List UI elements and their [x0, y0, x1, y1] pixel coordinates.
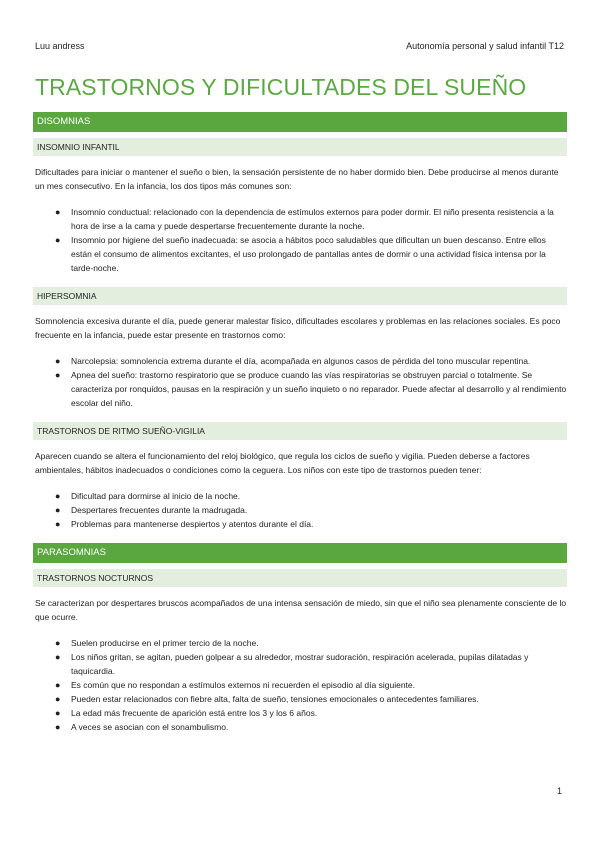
bullet-icon: ● — [55, 370, 61, 380]
list-item — [33, 205, 567, 233]
list-item — [33, 692, 567, 706]
subsection-heading-ritmo: TRASTORNOS DE RITMO SUEÑO-VIGILIA — [33, 422, 567, 440]
list-item — [33, 233, 567, 275]
bullet-list-nocturnos — [33, 636, 567, 734]
bullet-icon: ● — [55, 505, 61, 515]
list-item-text: Pueden estar relacionados con fiebre alta, falta de sueño, tensiones emocionales o antecedentes familiares. — [71, 694, 479, 704]
bullet-icon: ● — [55, 519, 61, 529]
paragraph-insomnio: Dificultades para iniciar o mantener el sueño o bien, la sensación persistente de no haber dormido bien. Debe producirse al menos durante un mes consecutivo. En la infancia, los dos tipos más comunes son: — [35, 167, 559, 191]
header-course: Autonomía personal y salud infantil T12 — [406, 41, 564, 51]
bullet-icon: ● — [55, 207, 61, 217]
list-item — [33, 517, 567, 531]
list-item-text: Despertares frecuentes durante la madrugada. — [71, 505, 248, 515]
bullet-icon: ● — [55, 722, 61, 732]
bullet-icon: ● — [55, 652, 61, 662]
bullet-icon: ● — [55, 708, 61, 718]
list-item — [33, 650, 567, 678]
list-item-text: Insomnio conductual: relacionado con la dependencia de estímulos externos para poder dormir. El niño presenta resistencia a la hora de irse a la cama y puede despertarse frecuentemente durante la noche. — [71, 207, 554, 231]
list-item-text: Insomnio por higiene del sueño inadecuada: se asocia a hábitos poco saludables que dificultan un buen descanso. Entre ellos están el consumo de alimentos excitantes, el uso prolongado de pantallas antes de dormir o una actividad física intensa por la tarde-noche. — [71, 235, 546, 273]
list-item — [33, 678, 567, 692]
bullet-icon: ● — [55, 235, 61, 245]
subsection-heading-hipersomnia: HIPERSOMNIA — [33, 287, 567, 305]
list-item-text: Los niños gritan, se agitan, pueden golpear a su alrededor, mostrar sudoración, respiración acelerada, pupilas dilatadas y taquicardia. — [71, 652, 529, 676]
page-number: 1 — [556, 786, 562, 796]
header-author: Luu andress — [35, 41, 85, 51]
bullet-list-hipersomnia — [33, 354, 567, 410]
list-item — [33, 720, 567, 734]
list-item — [33, 489, 567, 503]
list-item-text: A veces se asocian con el sonambulismo. — [71, 722, 229, 732]
list-item-text: Apnea del sueño: trastorno respiratorio que se produce cuando las vías respiratorias se obstruyen parcial o totalmente. Se caracteriza por ronquidos, pausas en la respiración y un sueño inquieto o no reparador. Puede afectar al desarrollo y al rendimiento escolar del niño. — [71, 370, 567, 408]
bullet-icon: ● — [55, 694, 61, 704]
bullet-list-ritmo — [33, 489, 567, 531]
list-item — [33, 636, 567, 650]
subsection-heading-nocturnos: TRASTORNOS NOCTURNOS — [33, 569, 567, 587]
list-item-text: Dificultad para dormirse al inicio de la noche. — [71, 491, 241, 501]
document-body — [33, 112, 567, 746]
bullet-icon: ● — [55, 638, 61, 648]
subsection-heading-insomnio: INSOMNIO INFANTIL — [33, 138, 567, 156]
list-item — [33, 706, 567, 720]
list-item — [33, 503, 567, 517]
section-heading-parasomnias: PARASOMNIAS — [33, 543, 567, 563]
list-item-text: Suelen producirse en el primer tercio de la noche. — [71, 638, 259, 648]
list-item-text: La edad más frecuente de aparición está entre los 3 y los 6 años. — [71, 708, 318, 718]
paragraph-ritmo: Aparecen cuando se altera el funcionamiento del reloj biológico, que regula los ciclos de sueño y vigilia. Pueden deberse a factores ambientales, hábitos inadecuados o condiciones como la ceguera. Los niños con este tipo de trastornos pueden tener: — [35, 451, 530, 475]
paragraph-nocturnos: Se caracterizan por despertares bruscos acompañados de una intensa sensación de miedo, sin que el niño sea plenamente consciente de lo que ocurre. — [35, 598, 567, 622]
page-title: TRASTORNOS Y DIFICULTADES DEL SUEÑO — [35, 74, 527, 100]
list-item-text: Narcolepsia: somnolencia extrema durante el día, acompañada en algunos casos de pérdida del tono muscular repentina. — [71, 356, 531, 366]
bullet-list-insomnio — [33, 205, 567, 275]
list-item — [33, 368, 567, 410]
bullet-icon: ● — [55, 356, 61, 366]
bullet-icon: ● — [55, 491, 61, 501]
paragraph-hipersomnia: Somnolencia excesiva durante el día, puede generar malestar físico, dificultades escolares y problemas en las relaciones sociales. Es poco frecuente en la infancia, puede estar presente en trastornos como: — [35, 316, 561, 340]
list-item-text: Es común que no respondan a estímulos externos ni recuerden el episodio al día siguiente. — [71, 680, 415, 690]
bullet-icon: ● — [55, 680, 61, 690]
list-item-text: Problemas para mantenerse despiertos y atentos durante el día. — [71, 519, 314, 529]
list-item — [33, 354, 567, 368]
section-heading-disomnias: DISOMNIAS — [33, 112, 567, 132]
